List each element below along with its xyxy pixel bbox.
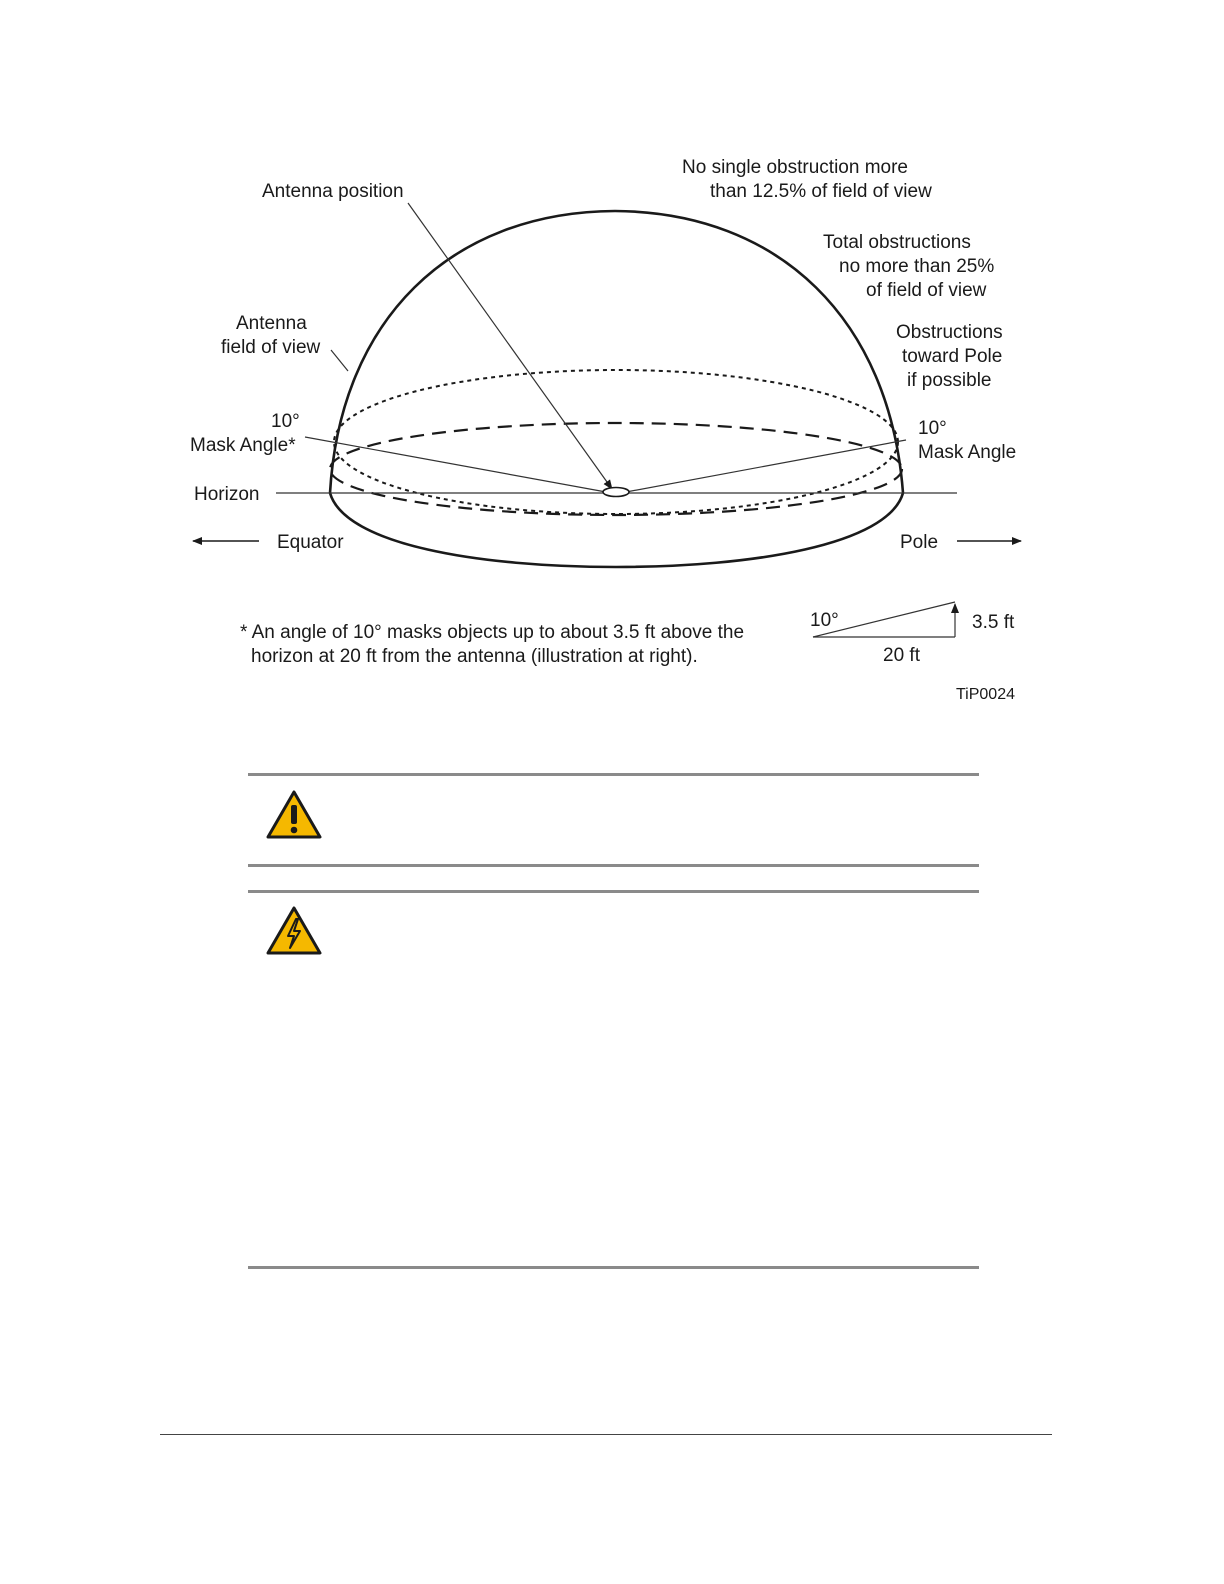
toward-pole-label-3: if possible bbox=[907, 370, 992, 391]
lightning-bolt-icon bbox=[265, 905, 323, 957]
caution-bottom-rule bbox=[248, 864, 979, 867]
triangle-angle-label: 10° bbox=[810, 610, 839, 631]
mask-angle-right-label-1: 10° bbox=[918, 418, 947, 439]
total-obstructions-label-1: Total obstructions bbox=[823, 232, 971, 253]
field-of-view-leader bbox=[331, 350, 348, 371]
antenna-field-of-view-diagram bbox=[0, 0, 1224, 720]
mask-angle-ray-right bbox=[626, 440, 906, 492]
antenna-position-label: Antenna position bbox=[262, 181, 404, 202]
single-obstruction-label-1: No single obstruction more bbox=[682, 157, 908, 178]
single-obstruction-label-2: than 12.5% of field of view bbox=[710, 181, 932, 202]
toward-pole-label-2: toward Pole bbox=[902, 346, 1003, 367]
mask-angle-right-label-2: Mask Angle bbox=[918, 442, 1017, 463]
field-of-view-label-1: Antenna bbox=[236, 313, 307, 334]
figure-id: TiP0024 bbox=[956, 686, 1015, 703]
footer-rule bbox=[160, 1434, 1052, 1435]
horizon-ring bbox=[330, 423, 902, 515]
equator-label: Equator bbox=[277, 532, 344, 553]
toward-pole-label-1: Obstructions bbox=[896, 322, 1003, 343]
mask-angle-left-label-1: 10° bbox=[271, 411, 300, 432]
antenna-icon bbox=[603, 488, 629, 497]
caution-top-rule bbox=[248, 773, 979, 776]
mask-angle-ray-left bbox=[305, 437, 606, 492]
hazard-bottom-rule bbox=[248, 1266, 979, 1269]
footnote-line-2: horizon at 20 ft from the antenna (illustration at right). bbox=[251, 646, 698, 667]
footnote-line-1: * An angle of 10° masks objects up to about 3.5 ft above the bbox=[240, 622, 745, 643]
triangle-height-label: 3.5 ft bbox=[972, 612, 1015, 633]
field-of-view-label-2: field of view bbox=[221, 337, 321, 358]
pole-label: Pole bbox=[900, 532, 939, 553]
total-obstructions-label-3: of field of view bbox=[866, 280, 987, 301]
warning-triangle-icon bbox=[265, 789, 323, 841]
antenna-position-pointer bbox=[408, 203, 612, 489]
horizon-label: Horizon bbox=[194, 484, 260, 505]
hazard-top-rule bbox=[248, 890, 979, 893]
triangle-base-label: 20 ft bbox=[883, 645, 920, 666]
mask-angle-left-label-2: Mask Angle* bbox=[190, 435, 296, 456]
total-obstructions-label-2: no more than 25% bbox=[839, 256, 995, 277]
dome-base-front bbox=[330, 493, 903, 567]
dome-outline bbox=[330, 211, 903, 493]
